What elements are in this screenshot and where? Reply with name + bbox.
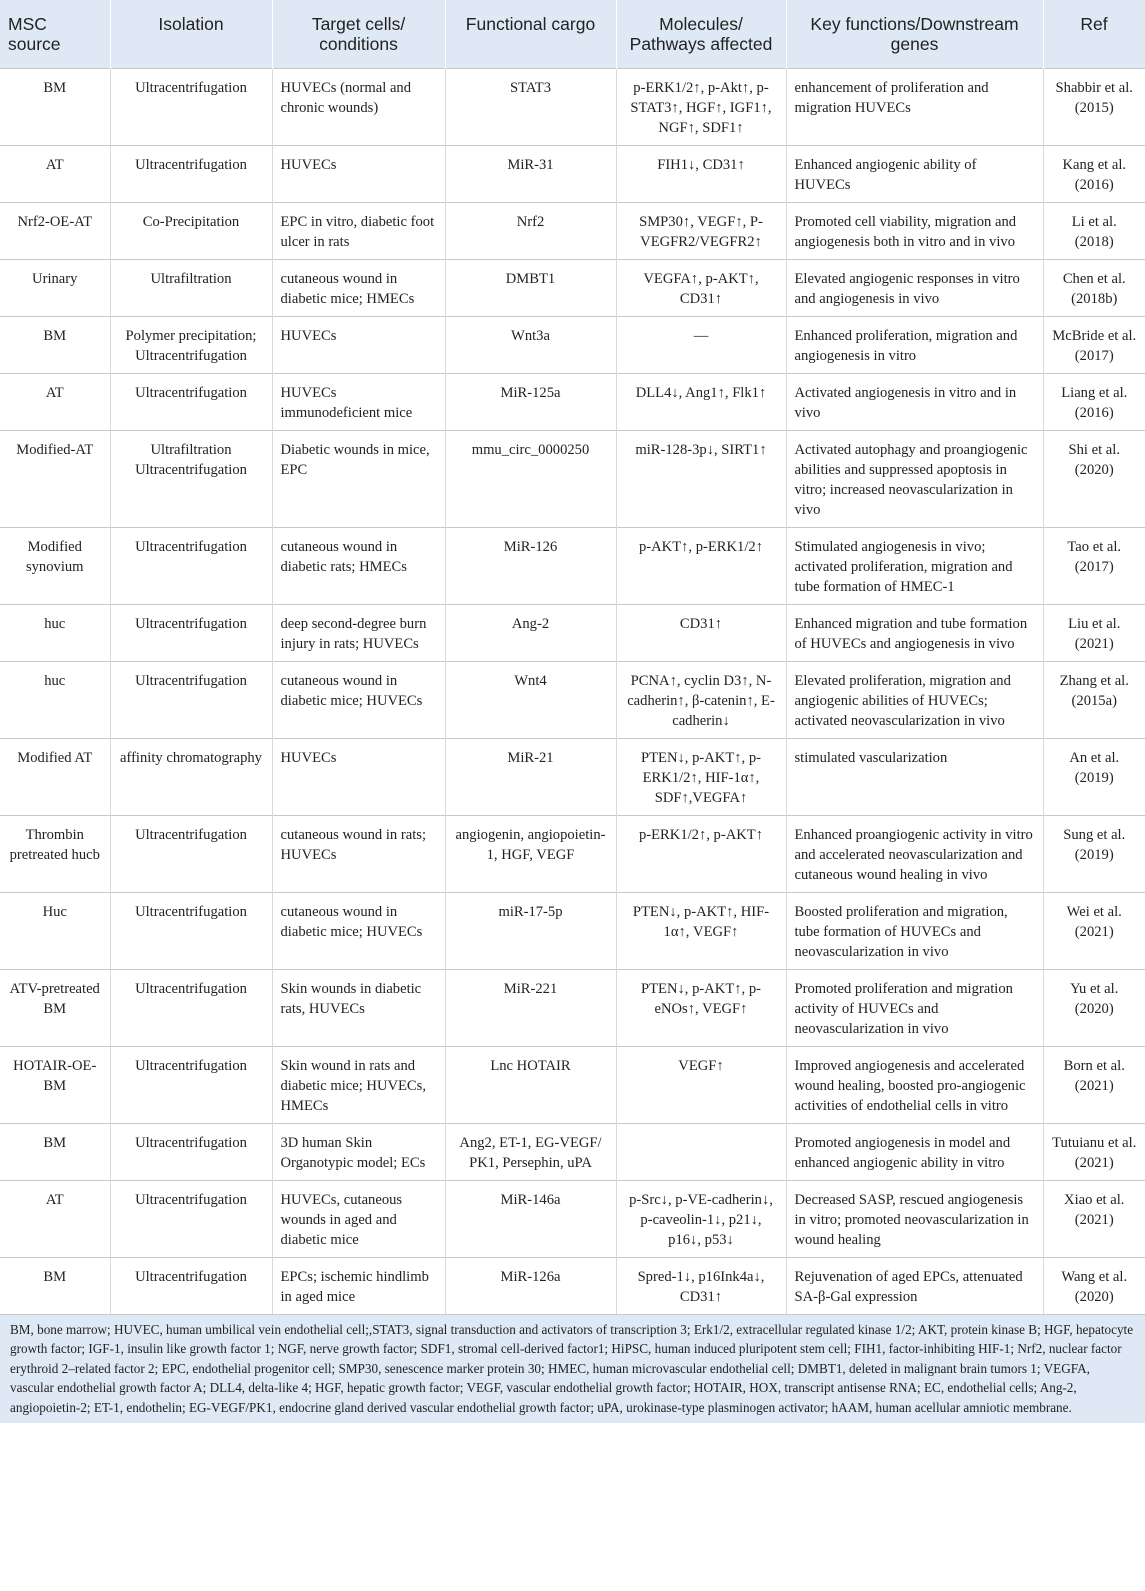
- cell-isolation: Ultracentrifugation: [110, 969, 272, 1046]
- cell-key-functions: Boosted proliferation and migration, tube formation of HUVECs and neovascularization in vivo: [786, 892, 1043, 969]
- cell-msc-source: Modified AT: [0, 738, 110, 815]
- cell-functional-cargo: MiR-126a: [445, 1257, 616, 1314]
- cell-msc-source: BM: [0, 1257, 110, 1314]
- cell-msc-source: Huc: [0, 892, 110, 969]
- cell-target-cells: HUVECs: [272, 738, 445, 815]
- cell-msc-source: ATV-pretreated BM: [0, 969, 110, 1046]
- cell-target-cells: deep second-degree burn injury in rats; HUVECs: [272, 604, 445, 661]
- cell-molecules-pathways: PTEN↓, p-AKT↑, HIF-1α↑, VEGF↑: [616, 892, 786, 969]
- cell-ref: Li et al. (2018): [1043, 202, 1145, 259]
- cell-isolation: Co-Precipitation: [110, 202, 272, 259]
- cell-isolation: Ultracentrifugation: [110, 373, 272, 430]
- cell-molecules-pathways: Spred-1↓, p16Ink4a↓, CD31↑: [616, 1257, 786, 1314]
- cell-key-functions: Promoted proliferation and migration activity of HUVECs and neovascularization in vivo: [786, 969, 1043, 1046]
- cell-msc-source: Modified synovium: [0, 527, 110, 604]
- cell-ref: Shi et al. (2020): [1043, 430, 1145, 527]
- cell-isolation: Ultracentrifugation: [110, 145, 272, 202]
- cell-msc-source: huc: [0, 604, 110, 661]
- cell-key-functions: Activated angiogenesis in vitro and in vivo: [786, 373, 1043, 430]
- cell-key-functions: Enhanced migration and tube formation of HUVECs and angiogenesis in vivo: [786, 604, 1043, 661]
- cell-functional-cargo: angiogenin, angiopoietin-1, HGF, VEGF: [445, 815, 616, 892]
- table-row: [0, 68, 1145, 145]
- table-row: [0, 892, 1145, 969]
- cell-functional-cargo: MiR-221: [445, 969, 616, 1046]
- cell-key-functions: Promoted cell viability, migration and angiogenesis both in vitro and in vivo: [786, 202, 1043, 259]
- table-row: [0, 316, 1145, 373]
- header-ref: Ref: [1043, 0, 1145, 68]
- cell-key-functions: Decreased SASP, rescued angiogenesis in vitro; promoted neovascularization in wound healing: [786, 1180, 1043, 1257]
- cell-ref: Tutuianu et al. (2021): [1043, 1123, 1145, 1180]
- table-header: [0, 0, 1145, 68]
- cell-molecules-pathways: VEGF↑: [616, 1046, 786, 1123]
- cell-isolation: affinity chromatography: [110, 738, 272, 815]
- cell-msc-source: Nrf2-OE-AT: [0, 202, 110, 259]
- cell-msc-source: huc: [0, 661, 110, 738]
- cell-functional-cargo: MiR-31: [445, 145, 616, 202]
- cell-isolation: Ultracentrifugation: [110, 68, 272, 145]
- cell-ref: Liu et al. (2021): [1043, 604, 1145, 661]
- cell-ref: An et al. (2019): [1043, 738, 1145, 815]
- cell-functional-cargo: Ang-2: [445, 604, 616, 661]
- cell-isolation: Ultracentrifugation: [110, 892, 272, 969]
- header-target-cells: Target cells/ conditions: [272, 0, 445, 68]
- cell-target-cells: HUVECs immunodeficient mice: [272, 373, 445, 430]
- cell-target-cells: EPCs; ischemic hindlimb in aged mice: [272, 1257, 445, 1314]
- cell-ref: Shabbir et al. (2015): [1043, 68, 1145, 145]
- cell-molecules-pathways: miR-128-3p↓, SIRT1↑: [616, 430, 786, 527]
- cell-molecules-pathways: FIH1↓, CD31↑: [616, 145, 786, 202]
- cell-target-cells: Skin wound in rats and diabetic mice; HUVECs, HMECs: [272, 1046, 445, 1123]
- table-footnote: BM, bone marrow; HUVEC, human umbilical vein endothelial cell;,STAT3, signal transduction and activators of transcription 3; Erk1/2, extracellular regulated kinase 1/2; AKT, protein kinase B; HGF, hepatocyte growth factor; IGF-1, insulin like growth factor 1; NGF, nerve growth factor; SDF1, stromal cell-derived factor1; HiPSC, human induced pluripotent stem cell; FIH1, factor-inhibiting HIF-1; Nrf2, nuclear factor erythroid 2–related factor 2; EPC, endothelial progenitor cell; SMP30, senescence marker protein 30; HMEC, human microvascular endothelial cell; DMBT1, deleted in malignant brain tumors 1; VEGFA, vascular endothelial growth factor A; DLL4, delta-like 4; HGF, hepatic growth factor; VEGF, vascular endothelial growth factor; HOTAIR, HOX, transcript antisense RNA; EC, endothelial cells; Ang-2, angiopoietin-2; ET-1, endothelin; EG-VEGF/PK1, endocrine gland derived vascular endothelial growth factor; uPA, urokinase-type plasminogen activator; hAAM, human acellular amniotic membrane.: [0, 1315, 1145, 1424]
- table-row: [0, 373, 1145, 430]
- cell-functional-cargo: miR-17-5p: [445, 892, 616, 969]
- cell-functional-cargo: DMBT1: [445, 259, 616, 316]
- cell-molecules-pathways: [616, 1123, 786, 1180]
- cell-target-cells: Skin wounds in diabetic rats, HUVECs: [272, 969, 445, 1046]
- cell-msc-source: Urinary: [0, 259, 110, 316]
- cell-molecules-pathways: —: [616, 316, 786, 373]
- cell-msc-source: Modified-AT: [0, 430, 110, 527]
- cell-functional-cargo: Wnt3a: [445, 316, 616, 373]
- cell-msc-source: AT: [0, 145, 110, 202]
- cell-target-cells: 3D human Skin Organotypic model; ECs: [272, 1123, 445, 1180]
- table-row: [0, 430, 1145, 527]
- cell-msc-source: AT: [0, 1180, 110, 1257]
- cell-functional-cargo: MiR-125a: [445, 373, 616, 430]
- cell-molecules-pathways: DLL4↓, Ang1↑, Flk1↑: [616, 373, 786, 430]
- cell-key-functions: enhancement of proliferation and migration HUVECs: [786, 68, 1043, 145]
- cell-molecules-pathways: p-AKT↑, p-ERK1/2↑: [616, 527, 786, 604]
- cell-functional-cargo: STAT3: [445, 68, 616, 145]
- cell-isolation: Ultrafiltration Ultracentrifugation: [110, 430, 272, 527]
- cell-ref: McBride et al. (2017): [1043, 316, 1145, 373]
- header-row: [0, 0, 1145, 68]
- cell-ref: Born et al. (2021): [1043, 1046, 1145, 1123]
- header-key-functions: Key functions/Downstream genes: [786, 0, 1043, 68]
- cell-key-functions: Enhanced angiogenic ability of HUVECs: [786, 145, 1043, 202]
- table-row: [0, 815, 1145, 892]
- cell-target-cells: Diabetic wounds in mice, EPC: [272, 430, 445, 527]
- cell-msc-source: HOTAIR-OE-BM: [0, 1046, 110, 1123]
- cell-msc-source: AT: [0, 373, 110, 430]
- cell-functional-cargo: MiR-126: [445, 527, 616, 604]
- cell-ref: Liang et al. (2016): [1043, 373, 1145, 430]
- cell-isolation: Ultracentrifugation: [110, 1046, 272, 1123]
- cell-target-cells: cutaneous wound in diabetic mice; HUVECs: [272, 661, 445, 738]
- cell-key-functions: Stimulated angiogenesis in vivo; activated proliferation, migration and tube formation of HMEC-1: [786, 527, 1043, 604]
- table-row: [0, 969, 1145, 1046]
- cell-key-functions: Enhanced proliferation, migration and angiogenesis in vitro: [786, 316, 1043, 373]
- header-molecules-pathways: Molecules/ Pathways affected: [616, 0, 786, 68]
- table-row: [0, 259, 1145, 316]
- cell-target-cells: HUVECs, cutaneous wounds in aged and diabetic mice: [272, 1180, 445, 1257]
- cell-functional-cargo: MiR-146a: [445, 1180, 616, 1257]
- cell-ref: Yu et al. (2020): [1043, 969, 1145, 1046]
- cell-msc-source: Thrombin pretreated hucb: [0, 815, 110, 892]
- cell-isolation: Ultracentrifugation: [110, 604, 272, 661]
- cell-key-functions: Improved angiogenesis and accelerated wound healing, boosted pro-angiogenic activities of endothelial cells in vitro: [786, 1046, 1043, 1123]
- cell-isolation: Ultracentrifugation: [110, 815, 272, 892]
- cell-molecules-pathways: PCNA↑, cyclin D3↑, N-cadherin↑, β-catenin↑, E-cadherin↓: [616, 661, 786, 738]
- cell-ref: Wei et al. (2021): [1043, 892, 1145, 969]
- table-row: [0, 202, 1145, 259]
- cell-isolation: Ultracentrifugation: [110, 1123, 272, 1180]
- cell-functional-cargo: Ang2, ET-1, EG-VEGF/ PK1, Persephin, uPA: [445, 1123, 616, 1180]
- table-row: [0, 1046, 1145, 1123]
- table-row: [0, 1257, 1145, 1314]
- cell-molecules-pathways: VEGFA↑, p-AKT↑, CD31↑: [616, 259, 786, 316]
- cell-isolation: Ultracentrifugation: [110, 1180, 272, 1257]
- cell-key-functions: Elevated angiogenic responses in vitro and angiogenesis in vivo: [786, 259, 1043, 316]
- cell-ref: Kang et al. (2016): [1043, 145, 1145, 202]
- cell-target-cells: cutaneous wound in diabetic mice; HUVECs: [272, 892, 445, 969]
- cell-key-functions: Rejuvenation of aged EPCs, attenuated SA-β-Gal expression: [786, 1257, 1043, 1314]
- header-isolation: Isolation: [110, 0, 272, 68]
- table-row: [0, 527, 1145, 604]
- cell-molecules-pathways: CD31↑: [616, 604, 786, 661]
- cell-ref: Wang et al. (2020): [1043, 1257, 1145, 1314]
- cell-target-cells: cutaneous wound in diabetic mice; HMECs: [272, 259, 445, 316]
- cell-functional-cargo: Wnt4: [445, 661, 616, 738]
- cell-ref: Xiao et al. (2021): [1043, 1180, 1145, 1257]
- cell-ref: Sung et al. (2019): [1043, 815, 1145, 892]
- cell-key-functions: Enhanced proangiogenic activity in vitro and accelerated neovascularization and cutaneous wound healing in vivo: [786, 815, 1043, 892]
- cell-molecules-pathways: PTEN↓, p-AKT↑, p-eNOs↑, VEGF↑: [616, 969, 786, 1046]
- cell-target-cells: HUVECs: [272, 145, 445, 202]
- table-body: [0, 68, 1145, 1314]
- cell-ref: Zhang et al. (2015a): [1043, 661, 1145, 738]
- cell-key-functions: Activated autophagy and proangiogenic abilities and suppressed apoptosis in vitro; increased neovascularization in vivo: [786, 430, 1043, 527]
- cell-functional-cargo: mmu_circ_0000250: [445, 430, 616, 527]
- cell-ref: Tao et al. (2017): [1043, 527, 1145, 604]
- cell-target-cells: HUVECs (normal and chronic wounds): [272, 68, 445, 145]
- cell-target-cells: cutaneous wound in diabetic rats; HMECs: [272, 527, 445, 604]
- table-row: [0, 738, 1145, 815]
- cell-isolation: Ultracentrifugation: [110, 661, 272, 738]
- cell-target-cells: HUVECs: [272, 316, 445, 373]
- cell-functional-cargo: Lnc HOTAIR: [445, 1046, 616, 1123]
- cell-isolation: Polymer precipitation; Ultracentrifugation: [110, 316, 272, 373]
- table-row: [0, 145, 1145, 202]
- cell-key-functions: stimulated vascularization: [786, 738, 1043, 815]
- header-functional-cargo: Functional cargo: [445, 0, 616, 68]
- cell-key-functions: Promoted angiogenesis in model and enhanced angiogenic ability in vitro: [786, 1123, 1043, 1180]
- table-row: [0, 661, 1145, 738]
- cell-functional-cargo: Nrf2: [445, 202, 616, 259]
- cell-isolation: Ultrafiltration: [110, 259, 272, 316]
- cell-molecules-pathways: p-ERK1/2↑, p-Akt↑, p-STAT3↑, HGF↑, IGF1↑, NGF↑, SDF1↑: [616, 68, 786, 145]
- cell-molecules-pathways: PTEN↓, p-AKT↑, p-ERK1/2↑, HIF-1α↑, SDF↑,VEGFA↑: [616, 738, 786, 815]
- cell-functional-cargo: MiR-21: [445, 738, 616, 815]
- cell-molecules-pathways: SMP30↑, VEGF↑, P-VEGFR2/VEGFR2↑: [616, 202, 786, 259]
- cell-msc-source: BM: [0, 68, 110, 145]
- header-msc-source: MSC source: [0, 0, 110, 68]
- cell-key-functions: Elevated proliferation, migration and angiogenic abilities of HUVECs; activated neovascularization in vivo: [786, 661, 1043, 738]
- table-row: [0, 1123, 1145, 1180]
- table-row: [0, 1180, 1145, 1257]
- cell-isolation: Ultracentrifugation: [110, 1257, 272, 1314]
- cell-molecules-pathways: p-Src↓, p-VE-cadherin↓, p-caveolin-1↓, p21↓, p16↓, p53↓: [616, 1180, 786, 1257]
- cell-target-cells: EPC in vitro, diabetic foot ulcer in rats: [272, 202, 445, 259]
- cell-ref: Chen et al. (2018b): [1043, 259, 1145, 316]
- cell-msc-source: BM: [0, 316, 110, 373]
- table-row: [0, 604, 1145, 661]
- cell-isolation: Ultracentrifugation: [110, 527, 272, 604]
- cell-target-cells: cutaneous wound in rats; HUVECs: [272, 815, 445, 892]
- cell-msc-source: BM: [0, 1123, 110, 1180]
- cell-molecules-pathways: p-ERK1/2↑, p-AKT↑: [616, 815, 786, 892]
